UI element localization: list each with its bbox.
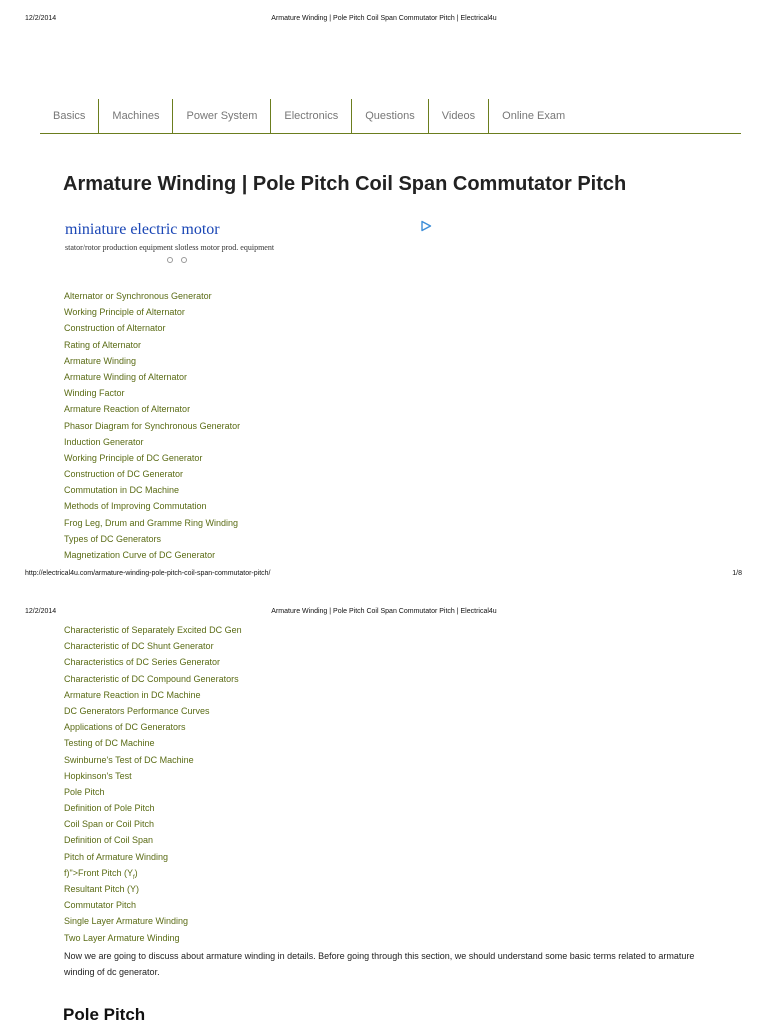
adchoices-triangle-icon[interactable]	[420, 220, 432, 232]
toc-link[interactable]: Working Principle of Alternator	[64, 307, 185, 318]
print-title: Armature Winding | Pole Pitch Coil Span Commutator Pitch | Electrical4u	[271, 15, 497, 22]
nav-item-videos[interactable]: Videos	[429, 99, 489, 133]
toc-link[interactable]: Armature Reaction in DC Machine	[64, 689, 201, 700]
toc-link[interactable]: Definition of Coil Span	[64, 835, 154, 846]
print-page-number: 1/8	[732, 570, 742, 577]
nav-item-online-exam[interactable]: Online Exam	[502, 110, 566, 122]
toc-link[interactable]: Testing of DC Machine	[64, 738, 155, 749]
nav-item-basics[interactable]: Basics	[40, 99, 99, 133]
toc-link[interactable]: Induction Generator	[64, 436, 144, 447]
nav-item-power-system[interactable]: Power System	[173, 99, 271, 133]
ad-carousel-dot[interactable]	[167, 257, 173, 263]
toc-link[interactable]: Armature Winding	[64, 355, 137, 366]
toc-link[interactable]: Characteristic of DC Shunt Generator	[64, 641, 214, 652]
toc-link[interactable]: Magnetization Curve of DC Generator	[64, 550, 216, 560]
toc-link[interactable]: Coil Span or Coil Pitch	[64, 819, 155, 830]
toc-link[interactable]: Applications of DC Generators	[64, 722, 186, 733]
toc-link[interactable]: Hopkinson's Test	[64, 770, 132, 781]
toc-link[interactable]: Methods of Improving Commutation	[64, 501, 207, 512]
toc-front-pitch-close: )	[134, 867, 138, 878]
print-title: Armature Winding | Pole Pitch Coil Span Commutator Pitch | Electrical4u	[271, 608, 497, 615]
page-title: Armature Winding | Pole Pitch Coil Span Commutator Pitch	[63, 173, 627, 195]
toc-link[interactable]: Working Principle of DC Generator	[64, 452, 203, 463]
toc-link[interactable]: DC Generators Performance Curves	[64, 705, 210, 716]
nav-item-electronics[interactable]: Electronics	[271, 99, 352, 133]
toc-link[interactable]: Commutation in DC Machine	[64, 485, 180, 496]
print-footer	[0, 570, 768, 582]
toc-link[interactable]: Frog Leg, Drum and Gramme Ring Winding	[64, 517, 239, 528]
print-header	[0, 15, 768, 29]
toc-link[interactable]: Winding Factor	[64, 388, 125, 399]
toc-link[interactable]: Swinburne's Test of DC Machine	[64, 754, 194, 765]
print-date: 12/2/2014	[25, 15, 57, 22]
toc-link[interactable]: Rating of Alternator	[64, 339, 142, 350]
main-navigation	[40, 99, 741, 134]
section-heading-pole-pitch: Pole Pitch	[63, 1005, 146, 1024]
toc-link[interactable]: Resultant Pitch (Y)	[64, 884, 140, 894]
toc-front-pitch-text: f)">Front Pitch (Y	[64, 867, 133, 878]
print-header	[0, 608, 768, 622]
nav-item-machines[interactable]: Machines	[99, 99, 173, 133]
toc-link[interactable]: Commutator Pitch	[64, 900, 137, 911]
toc-link[interactable]: Construction of DC Generator	[64, 469, 184, 480]
toc-link[interactable]: Single Layer Armature Winding	[64, 916, 189, 927]
toc-link[interactable]: Alternator or Synchronous Generator	[64, 291, 212, 301]
toc-link[interactable]: Two Layer Armature Winding	[64, 932, 180, 943]
ad-title-link[interactable]: miniature electric motor	[65, 221, 220, 238]
toc-front-pitch-subscript: f	[132, 874, 135, 881]
print-url: http://electrical4u.com/armature-winding-pole-pitch-coil-span-commutator-pitch/	[25, 570, 271, 577]
toc-link[interactable]: Types of DC Generators	[64, 533, 162, 544]
toc-link[interactable]: Construction of Alternator	[64, 323, 166, 334]
toc-list-page1	[64, 288, 240, 563]
toc-link[interactable]: Characteristic of Separately Excited DC Gen	[64, 625, 242, 635]
toc-link[interactable]: Phasor Diagram for Synchronous Generator	[64, 420, 241, 431]
print-date: 12/2/2014	[25, 608, 57, 615]
toc-link[interactable]: Armature Winding of Alternator	[64, 371, 188, 382]
toc-link[interactable]: Characteristics of DC Series Generator	[64, 657, 221, 668]
toc-link[interactable]: Pitch of Armature Winding	[64, 851, 169, 862]
ad-carousel-dots	[167, 257, 187, 263]
toc-link[interactable]: Definition of Pole Pitch	[64, 803, 155, 814]
toc-link[interactable]: Pole Pitch	[64, 786, 105, 797]
toc-link[interactable]: Characteristic of DC Compound Generators	[64, 673, 239, 684]
intro-paragraph: Now we are going to discuss about armature winding in details. Before going through this section, we should understand some basic terms related to armature winding of dc generator.	[64, 951, 695, 977]
ad-carousel-dot[interactable]	[181, 257, 187, 263]
ad-banner[interactable]	[65, 220, 435, 270]
toc-link-front-pitch[interactable]	[64, 865, 242, 881]
toc-list-page2	[64, 622, 242, 946]
ad-description: stator/rotor production equipment slotless motor prod. equipment	[65, 243, 275, 252]
toc-link[interactable]: Armature Reaction of Alternator	[64, 404, 191, 415]
nav-item-questions[interactable]: Questions	[352, 99, 429, 133]
